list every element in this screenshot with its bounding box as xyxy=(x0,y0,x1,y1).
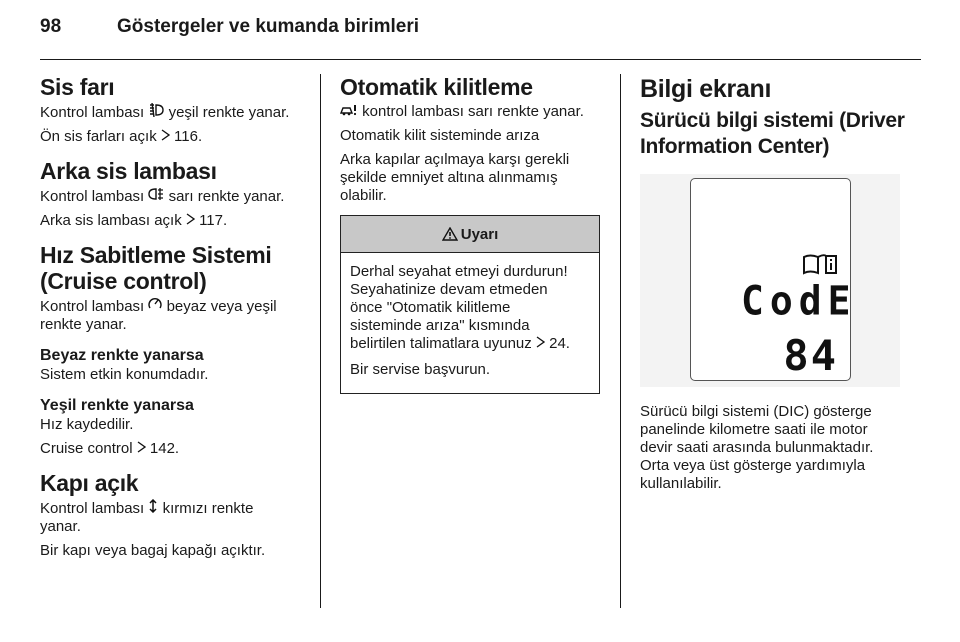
manual-info-icon xyxy=(802,253,838,280)
page-header xyxy=(40,10,920,50)
lcd-number-text: 84 xyxy=(783,331,838,380)
column-3 xyxy=(640,74,920,499)
header-rule xyxy=(40,59,921,60)
column-2 xyxy=(340,74,610,394)
paragraph: Kontrol lambası beyaz veya yeşil renkte yanar. xyxy=(40,298,277,333)
front-fog-light-icon xyxy=(148,103,164,122)
page-number: 98 xyxy=(40,16,62,37)
warning-title: Uyarı xyxy=(460,225,499,243)
section-heading-arka-sis: Arka sis lambası xyxy=(40,158,217,184)
paragraph: Ön sis farları açık 116. xyxy=(40,128,203,145)
paragraph: Kontrol lambası sarı renkte yanar. xyxy=(40,188,285,205)
rear-fog-light-icon xyxy=(148,187,164,206)
dic-display-illustration xyxy=(640,174,900,387)
warning-header xyxy=(341,216,599,253)
paragraph: Sürücü bilgi sistemi (DIC) gösterge panelinde kilometre saati ile motor devir saati arasında bulunmaktadır. Orta veya üst gösterge yardımıyla kullanılabilir. xyxy=(640,403,874,492)
paragraph: Kontrol lambası yeşil renkte yanar. xyxy=(40,104,290,121)
column-divider xyxy=(320,74,321,608)
page-reference-link[interactable]: 116. xyxy=(174,128,203,145)
paragraph: Hız kaydedilir. xyxy=(40,416,134,433)
paragraph: Bir servise başvurun. xyxy=(350,361,491,378)
page-reference-arrow-icon xyxy=(536,335,545,353)
subheading-beyaz: Beyaz renkte yanarsa xyxy=(40,347,204,364)
lcd-code-text: CodE xyxy=(741,277,857,325)
section-heading-sis-fari: Sis farı xyxy=(40,74,115,100)
warning-box xyxy=(340,215,600,394)
paragraph: kontrol lambası sarı renkte yanar. xyxy=(340,103,610,121)
paragraph: Derhal seyahat etmeyi durdurun! Seyahatinize devam etmeden önce "Otomatik kilitleme sisteminde arıza" kısmında belirtilen talimatlara uyunuz 24. xyxy=(350,263,570,352)
page-reference-arrow-icon xyxy=(137,440,146,458)
page-reference-arrow-icon xyxy=(161,128,170,146)
section-heading-cruise: Hız Sabitleme Sistemi (Cruise control) xyxy=(40,242,272,294)
paragraph: Otomatik kilit sisteminde arıza xyxy=(340,127,540,144)
subheading-dic: Sürücü bilgi sistemi (Driver Information Center) xyxy=(640,109,905,158)
cruise-control-icon xyxy=(148,297,162,316)
paragraph: Cruise control 142. xyxy=(40,440,180,457)
subheading-yesil: Yeşil renkte yanarsa xyxy=(40,397,194,414)
section-heading-otomatik-kilitleme: Otomatik kilitleme xyxy=(340,74,533,100)
paragraph: Sistem etkin konumdadır. xyxy=(40,366,209,383)
page-reference-arrow-icon xyxy=(186,212,195,230)
door-open-icon xyxy=(148,499,158,518)
column-1 xyxy=(40,74,310,566)
paragraph: Bir kapı veya bagaj kapağı açıktır. xyxy=(40,542,266,559)
paragraph: Kontrol lambası kırmızı renkte yanar. xyxy=(40,500,254,535)
page-reference-link[interactable]: 117. xyxy=(199,212,228,229)
warning-body xyxy=(341,253,599,393)
warning-triangle-icon xyxy=(442,227,458,241)
paragraph: Arka sis lambası açık 117. xyxy=(40,212,228,229)
section-heading-bilgi-ekrani: Bilgi ekranı xyxy=(640,75,772,103)
page-reference-link[interactable]: 142. xyxy=(149,440,180,457)
auto-lock-warning-icon xyxy=(340,103,358,121)
lcd-screen xyxy=(690,178,857,381)
section-heading-kapi: Kapı açık xyxy=(40,470,139,496)
column-divider xyxy=(620,74,621,608)
page-reference-link[interactable]: 24. xyxy=(549,335,570,352)
running-title: Göstergeler ve kumanda birimleri xyxy=(117,16,420,37)
paragraph: Arka kapılar açılmaya karşı gerekli şekilde emniyet altına alınmamış olabilir. xyxy=(340,151,570,204)
